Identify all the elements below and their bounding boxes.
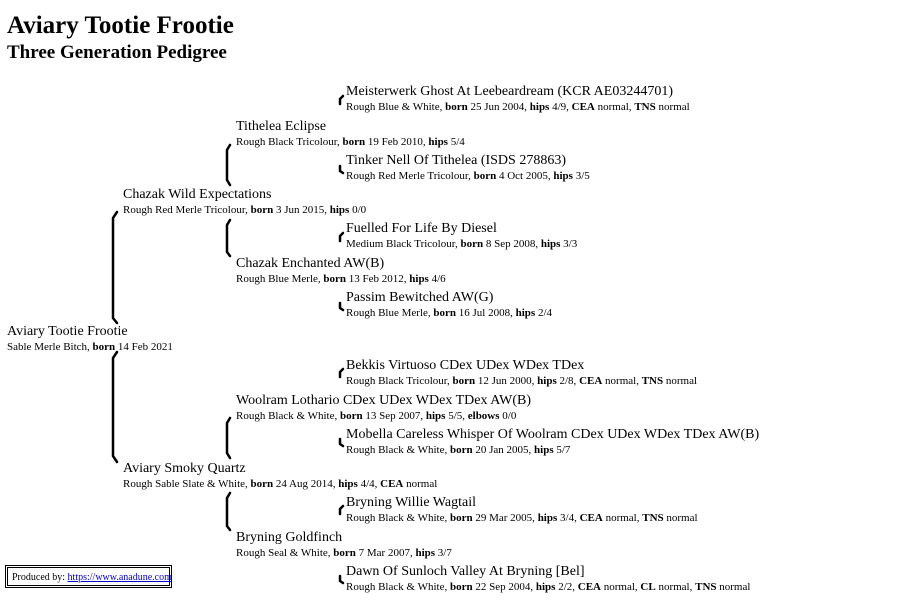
dog-details: Rough Black Tricolour, born 19 Feb 2010, hips 5/4 <box>236 136 465 148</box>
dog-details: Rough Red Merle Tricolour, born 3 Jun 2015, hips 0/0 <box>123 204 367 216</box>
dog-details: Rough Sable Slate & White, born 24 Aug 2014, hips 4/4, CEA normal <box>123 478 438 490</box>
dog-name: Tinker Nell Of Tithelea (ISDS 278863) <box>346 153 566 168</box>
connector-sire-sd <box>227 220 230 256</box>
produced-by-box <box>7 567 170 586</box>
page-title: Aviary Tootie Frootie <box>7 12 234 39</box>
dog-name: Bekkis Virtuoso CDex UDex WDex TDex <box>346 358 585 373</box>
connector-subject-sire <box>113 212 117 323</box>
dog-dam-sire <box>236 393 531 423</box>
dog-details: Rough Black & White, born 20 Jan 2005, hips 5/7 <box>346 444 571 456</box>
dog-details: Medium Black Tricolour, born 8 Sep 2008, hips 3/3 <box>346 238 578 250</box>
connector-dam-dd <box>227 493 230 530</box>
dog-ddd <box>346 564 750 594</box>
dog-details: Sable Merle Bitch, born 14 Feb 2021 <box>7 341 173 353</box>
dog-sds <box>346 221 577 251</box>
dog-details: Rough Blue & White, born 25 Jun 2004, hips 4/9, CEA normal, TNS normal <box>346 101 690 113</box>
dog-name: Woolram Lothario CDex UDex WDex TDex AW(B) <box>236 393 532 408</box>
dog-dss <box>346 358 697 388</box>
tick-ssd <box>340 166 343 173</box>
tick-dds <box>340 506 343 514</box>
dog-name: Meisterwerk Ghost At Leebeardream (KCR AE03244701) <box>346 84 673 99</box>
tick-dss <box>340 369 343 377</box>
tick-sss <box>340 96 343 104</box>
dog-details: Rough Black Tricolour, born 12 Jun 2000, hips 2/8, CEA normal, TNS normal <box>346 375 698 387</box>
dog-name: Chazak Enchanted AW(B) <box>236 256 385 271</box>
dog-name: Aviary Tootie Frootie <box>7 324 128 339</box>
dog-name: Bryning Willie Wagtail <box>346 495 476 510</box>
dog-name: Bryning Goldfinch <box>236 530 343 545</box>
connector-sire-ss <box>227 145 230 185</box>
dog-name: Dawn Of Sunloch Valley At Bryning [Bel] <box>346 564 585 579</box>
tick-sdd <box>340 303 343 310</box>
dog-sire <box>123 187 366 217</box>
dog-name: Fuelled For Life By Diesel <box>346 221 497 236</box>
tick-sds <box>340 233 343 241</box>
dog-details: Rough Black & White, born 22 Sep 2004, hips 2/2, CEA normal, CL normal, TNS normal <box>346 581 751 593</box>
dog-name: Passim Bewitched AW(G) <box>346 290 494 305</box>
dog-ssd <box>346 153 590 183</box>
dog-dam-dam <box>236 530 452 560</box>
connector-subject-dam <box>113 352 117 462</box>
dog-details: Rough Black & White, born 29 Mar 2005, hips 3/4, CEA normal, TNS normal <box>346 512 698 524</box>
dog-details: Rough Seal & White, born 7 Mar 2007, hips 3/7 <box>236 547 452 559</box>
dog-details: Rough Blue Merle, born 13 Feb 2012, hips 4/6 <box>236 273 446 285</box>
page-subtitle: Three Generation Pedigree <box>7 42 227 63</box>
anadune-link[interactable]: https://www.anadune.com <box>67 572 172 583</box>
dog-details: Rough Red Merle Tricolour, born 4 Oct 2005, hips 3/5 <box>346 170 590 182</box>
connector-dam-ds <box>227 418 230 458</box>
dog-dsd <box>346 427 759 457</box>
dog-sdd <box>346 290 552 320</box>
dog-name: Aviary Smoky Quartz <box>123 461 246 476</box>
dog-sire-sire <box>236 119 465 149</box>
dog-subject <box>7 324 173 354</box>
dog-name: Mobella Careless Whisper Of Woolram CDex UDex WDex TDex AW(B) <box>346 427 760 442</box>
produced-by-label: Produced by: <box>12 572 66 583</box>
dog-details: Rough Blue Merle, born 16 Jul 2008, hips 2/4 <box>346 307 552 319</box>
dog-name: Tithelea Eclipse <box>236 119 327 134</box>
dog-name: Chazak Wild Expectations <box>123 187 272 202</box>
tick-ddd <box>340 576 343 583</box>
dog-sire-dam <box>236 256 446 286</box>
dog-details: Rough Black & White, born 13 Sep 2007, hips 5/5, elbows 0/0 <box>236 410 517 422</box>
dog-dds <box>346 495 698 525</box>
dog-sss <box>346 84 690 114</box>
dog-dam <box>123 461 437 491</box>
tick-dsd <box>340 439 343 446</box>
